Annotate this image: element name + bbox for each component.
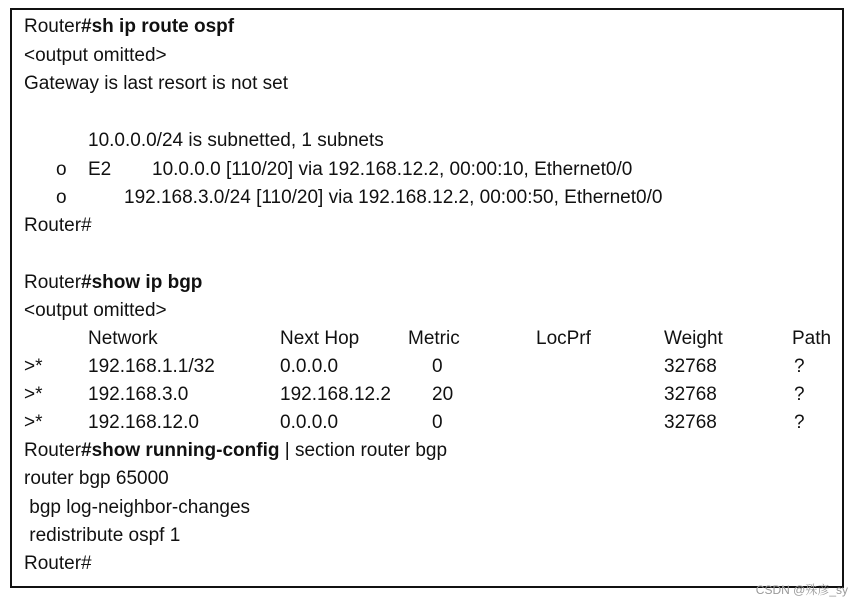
bgp-command-line (24, 272, 202, 294)
route-code: o (56, 159, 67, 180)
config-line: router bgp 65000 (24, 468, 169, 489)
row-weight: 32768 (664, 412, 717, 433)
prompt-text: Router (24, 440, 82, 461)
prompt-text: Router (24, 272, 82, 293)
prompt-text: Router (24, 16, 82, 37)
ospf-command-line (24, 16, 234, 38)
config-prompt-line: Router# (24, 553, 92, 574)
header-network: Network (88, 328, 158, 349)
route-entry: 192.168.3.0/24 [110/20] via 192.168.12.2, 00:00:50, Ethernet0/0 (124, 187, 663, 208)
row-network: 192.168.1.1/32 (88, 356, 215, 377)
row-network: 192.168.12.0 (88, 412, 199, 433)
row-path: ? (794, 356, 805, 377)
header-locprf: LocPrf (536, 328, 591, 349)
ospf-prompt-line: Router# (24, 215, 92, 236)
route-entry: 10.0.0.0 [110/20] via 192.168.12.2, 00:00:10, Ethernet0/0 (152, 159, 633, 180)
row-weight: 32768 (664, 384, 717, 405)
config-command-line (24, 440, 447, 462)
config-line: bgp log-neighbor-changes (24, 497, 251, 518)
row-status: >* (24, 356, 43, 377)
ospf-omitted-line: <output omitted> (24, 45, 167, 66)
row-metric: 0 (432, 412, 443, 433)
route-code: o (56, 187, 67, 208)
ospf-command: #sh ip route ospf (81, 16, 235, 37)
config-command-suffix: | section router bgp (279, 440, 448, 461)
row-network: 192.168.3.0 (88, 384, 189, 405)
row-next-hop: 0.0.0.0 (280, 356, 339, 377)
config-line: redistribute ospf 1 (24, 525, 181, 546)
header-path: Path (792, 328, 832, 349)
subnetted-line: 10.0.0.0/24 is subnetted, 1 subnets (88, 130, 384, 151)
header-metric: Metric (408, 328, 460, 349)
row-status: >* (24, 412, 43, 433)
row-status: >* (24, 384, 43, 405)
row-next-hop: 192.168.12.2 (280, 384, 391, 405)
row-weight: 32768 (664, 356, 717, 377)
config-command: #show running-config (81, 440, 280, 461)
bgp-command: #show ip bgp (81, 272, 203, 293)
row-path: ? (794, 412, 805, 433)
row-path: ? (794, 384, 805, 405)
bgp-omitted-line: <output omitted> (24, 300, 167, 321)
row-metric: 20 (432, 384, 454, 405)
gateway-line: Gateway is last resort is not set (24, 73, 288, 94)
watermark-text: CSDN @殊彦_sy (755, 583, 848, 597)
header-weight: Weight (664, 328, 723, 349)
header-next-hop: Next Hop (280, 328, 360, 349)
row-metric: 0 (432, 356, 443, 377)
route-type: E2 (88, 159, 112, 180)
row-next-hop: 0.0.0.0 (280, 412, 339, 433)
